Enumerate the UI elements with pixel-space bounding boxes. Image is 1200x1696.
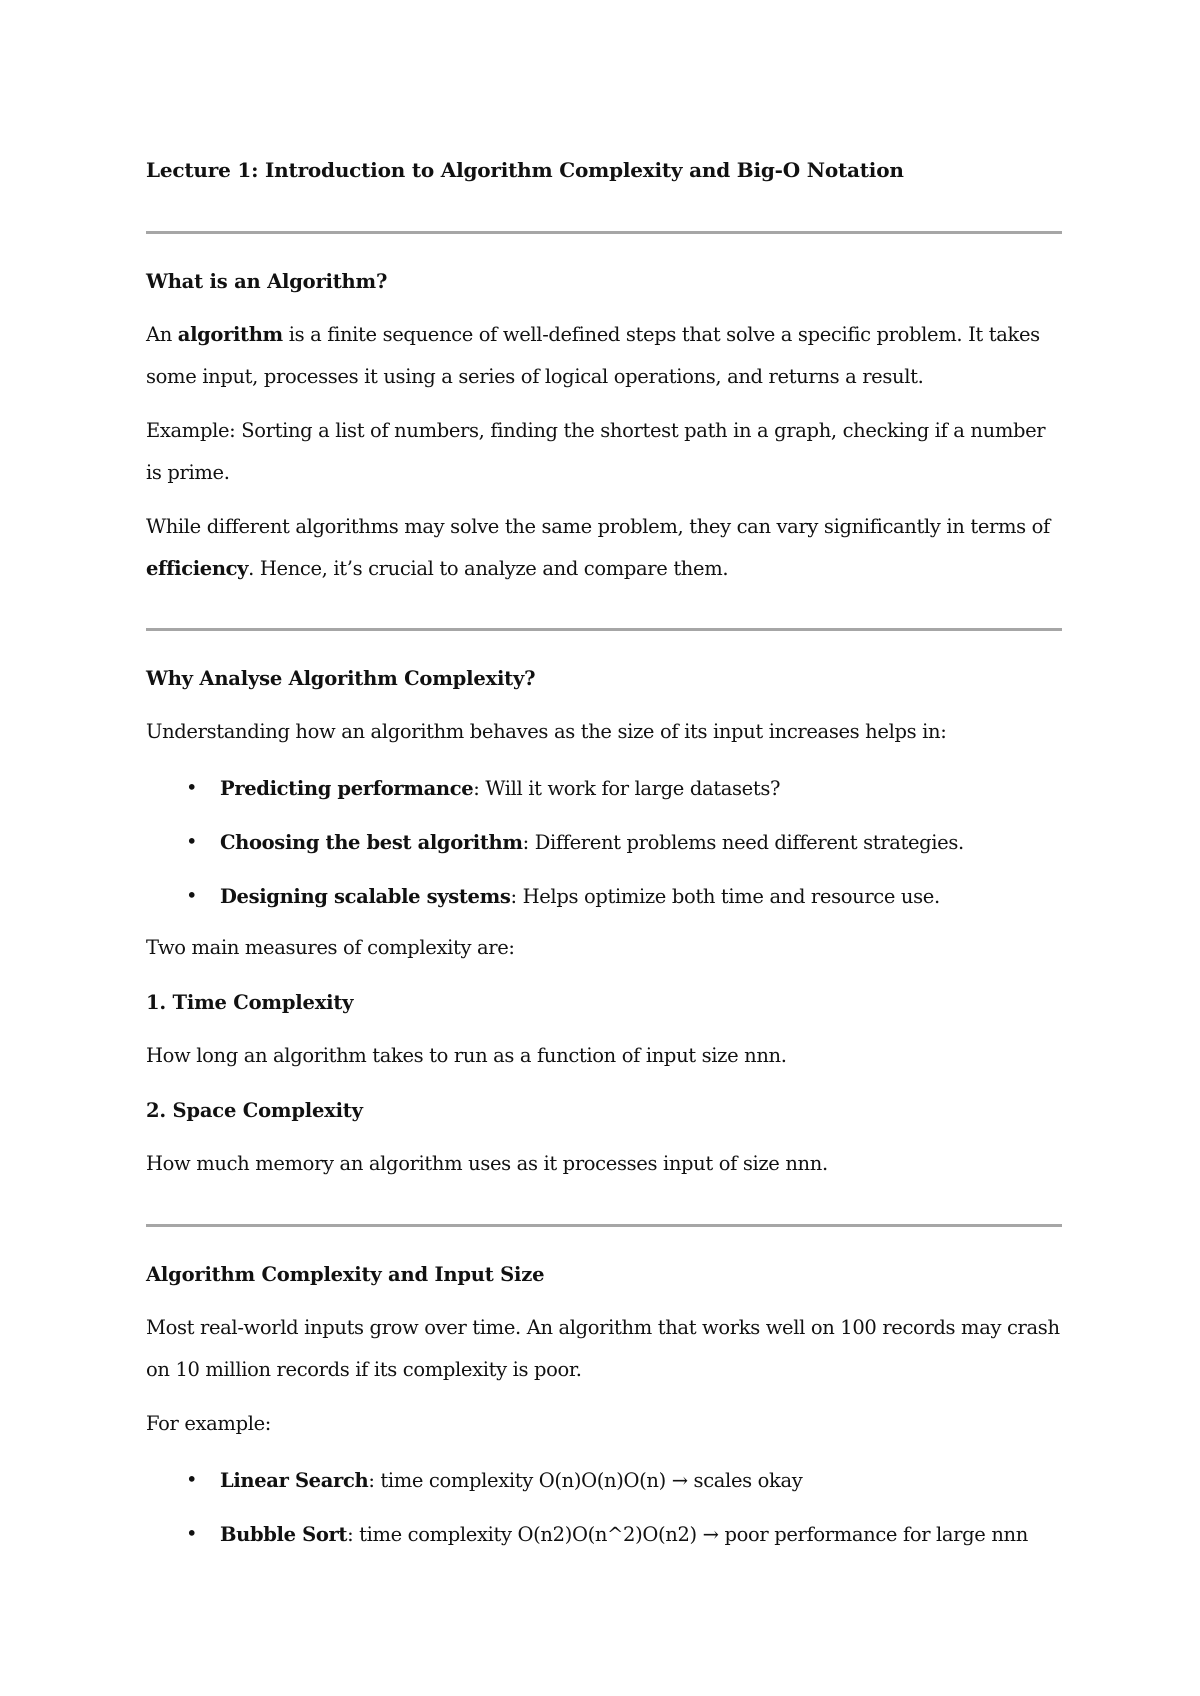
- paragraph-two-measures: Two main measures of complexity are:: [146, 936, 515, 959]
- horizontal-rule: [146, 231, 1062, 234]
- paragraph-understanding: Understanding how an algorithm behaves as the size of its input increases helps in:: [146, 720, 947, 743]
- section-heading-why-analyse: Why Analyse Algorithm Complexity?: [146, 667, 536, 690]
- bold-term-algorithm: algorithm: [177, 323, 283, 346]
- document-title: Lecture 1: Introduction to Algorithm Complexity and Big-O Notation: [146, 158, 904, 182]
- text: : time complexity O(n2)O(n^2)O(n2) → poor performance for large nnn: [347, 1523, 1028, 1546]
- paragraph-algorithm-example: Example: Sorting a list of numbers, finding the shortest path in a graph, checking if a number is prime.: [146, 419, 1046, 484]
- bullet-icon: •: [186, 776, 198, 799]
- text: : Different problems need different strategies.: [522, 831, 964, 854]
- bold-term: Designing scalable systems: [220, 885, 511, 908]
- paragraph-efficiency: [146, 506, 1062, 590]
- paragraph-for-example: For example:: [146, 1412, 272, 1435]
- paragraph-time-complexity: How long an algorithm takes to run as a function of input size nnn.: [146, 1044, 787, 1067]
- horizontal-rule: [146, 628, 1062, 631]
- text: : Will it work for large datasets?: [473, 777, 781, 800]
- subheading-space-complexity: 2. Space Complexity: [146, 1099, 363, 1122]
- bold-term-efficiency: efficiency: [146, 557, 249, 580]
- section-heading-what-is-algorithm: What is an Algorithm?: [146, 270, 388, 293]
- bold-term: Predicting performance: [220, 777, 474, 800]
- horizontal-rule: [146, 1224, 1062, 1227]
- text: is a finite sequence of well-defined steps that solve a specific problem. It takes some input, processes it using a series of logical operations, and returns a result.: [146, 323, 1040, 388]
- section-heading-input-size: Algorithm Complexity and Input Size: [146, 1263, 545, 1286]
- text: : time complexity O(n)O(n)O(n) → scales okay: [368, 1469, 803, 1492]
- paragraph-real-world-inputs: Most real-world inputs grow over time. An algorithm that works well on 100 records may crash on 10 million records if its complexity is poor.: [146, 1316, 1060, 1381]
- bullet-icon: •: [186, 830, 198, 853]
- bullet-icon: •: [186, 1468, 198, 1491]
- paragraph-algorithm-definition: [146, 314, 1062, 398]
- paragraph-space-complexity: How much memory an algorithm uses as it processes input of size nnn.: [146, 1152, 828, 1175]
- bullet-icon: •: [186, 884, 198, 907]
- subheading-time-complexity: 1. Time Complexity: [146, 991, 354, 1014]
- bullet-icon: •: [186, 1522, 198, 1545]
- text: While different algorithms may solve the same problem, they can vary significantly in terms of: [146, 515, 1050, 538]
- bold-term: Linear Search: [220, 1469, 369, 1492]
- bold-term: Choosing the best algorithm: [220, 831, 523, 854]
- bold-term: Bubble Sort: [220, 1523, 348, 1546]
- text: . Hence, it’s crucial to analyze and compare them.: [248, 557, 729, 580]
- text: : Helps optimize both time and resource use.: [510, 885, 940, 908]
- text: An: [146, 323, 178, 346]
